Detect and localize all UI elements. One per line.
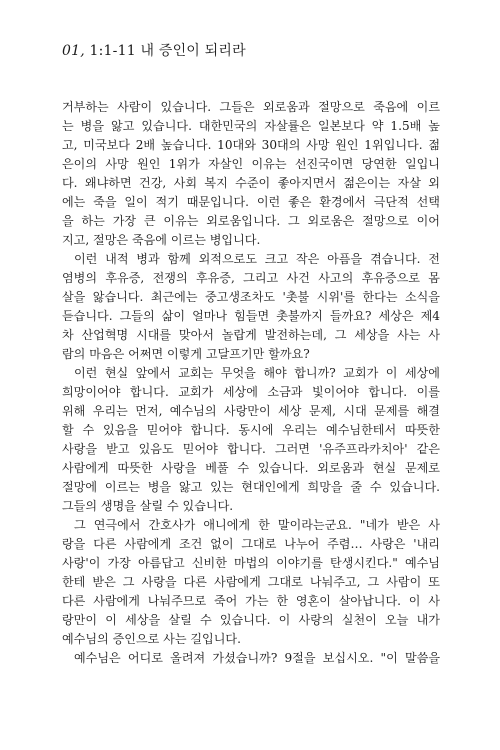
text-line: 절망에 이르는 병을 앓고 있는 현대인에게 희망을 줄 수 있습니다. [62,480,440,494]
text-line: 살을 앓습니다. 최근에는 중고생조차도 '촛불 시위'를 한다는 소식을 [62,290,440,304]
text-line: 에는 죽을 일이 적기 때문입니다. 이런 좋은 환경에서 극단적 선택 [62,195,440,209]
text-line: 람의 마음은 어쩌면 이렇게 고달프기만 할까요? [62,347,310,361]
text-line: 랑만이 이 세상을 살릴 수 있습니다. 이 사랑의 실천이 오늘 내가 [62,613,440,627]
scripture-reference: 1:1-11 [89,43,136,59]
text-line: 그들의 생명을 살릴 수 있습니다. [62,499,234,513]
text-line: 할 수 있음을 믿어야 합니다. 동시에 우리는 예수님한테서 따뜻한 [62,423,440,437]
text-line: 다른 사람에게 나눠주므로 죽어 가는 한 영혼이 살아납니다. 이 사 [62,594,440,608]
text-line: 이런 내적 병과 함께 외적으로도 크고 작은 아픔을 겪습니다. 전 [74,252,440,266]
body-text [62,98,440,668]
text-line: 희망이어야 합니다. 교회가 세상에 소금과 빛이어야 합니다. 이를 [62,385,440,399]
text-line: 사랑'이 가장 아름답고 신비한 마법의 이야기를 탄생시킨다." 예수님 [62,556,440,570]
text-line: 듣습니다. 그들의 삶이 얼마나 힘들면 촛불까지 들까요? 세상은 제4 [62,309,440,323]
text-line: 위해 우리는 먼저, 예수님의 사랑만이 세상 문제, 시대 문제를 해결 [62,404,440,418]
text-line: 고, 미국보다 2배 높습니다. 10대와 30대의 사망 원인 1위입니다. 젊 [62,138,440,152]
text-line: 랑을 다른 사람에게 조건 없이 그대로 나누어 주렴… 사랑은 '내리 [62,537,440,551]
text-line: 다. 왜냐하면 건강, 사회 복지 수준이 좋아지면서 젊은이는 자살 외 [62,176,440,190]
text-line: 이런 현실 앞에서 교회는 무엇을 해야 합니까? 교회가 이 세상에 [74,366,440,380]
chapter-number: 01, [62,43,85,59]
text-line: 예수님의 증인으로 사는 길입니다. [62,632,241,646]
chapter-title: 내 증인이 되리라 [140,43,246,59]
text-line: 사람에게 따뜻한 사랑을 베풀 수 있습니다. 외로움과 현실 문제로 [62,461,440,475]
text-line: 사랑을 받고 있음도 믿어야 합니다. 그러면 '유주프라카치아' 같은 [62,442,440,456]
text-line: 는 병을 앓고 있습니다. 대한민국의 자살률은 일본보다 약 1.5배 높 [62,119,440,133]
text-line: 거부하는 사람이 있습니다. 그들은 외로움과 절망으로 죽음에 이르 [62,100,440,114]
text-line: 예수님은 어디로 올려져 가셨습니까? 9절을 보십시오. "이 말씀을 [74,651,440,665]
chapter-heading [62,40,246,60]
text-line: 한테 받은 그 사랑을 다른 사람에게 그대로 나눠주고, 그 사람이 또 [62,575,440,589]
text-line: 차 산업혁명 시대를 맞아서 놀랍게 발전하는데, 그 세상을 사는 사 [62,328,440,342]
text-line: 지고, 절망은 죽음에 이르는 병입니다. [62,233,261,247]
text-line: 염병의 후유증, 전쟁의 후유증, 그리고 사건 사고의 후유증으로 몸 [62,271,440,285]
text-line: 그 연극에서 간호사가 애니에게 한 말이라는군요. "네가 받은 사 [74,518,440,532]
text-line: 은이의 사망 원인 1위가 자살인 이유는 선진국이면 당연한 일입니 [62,157,440,171]
text-line: 을 하는 가장 큰 이유는 외로움입니다. 그 외로움은 절망으로 이어 [62,214,440,228]
